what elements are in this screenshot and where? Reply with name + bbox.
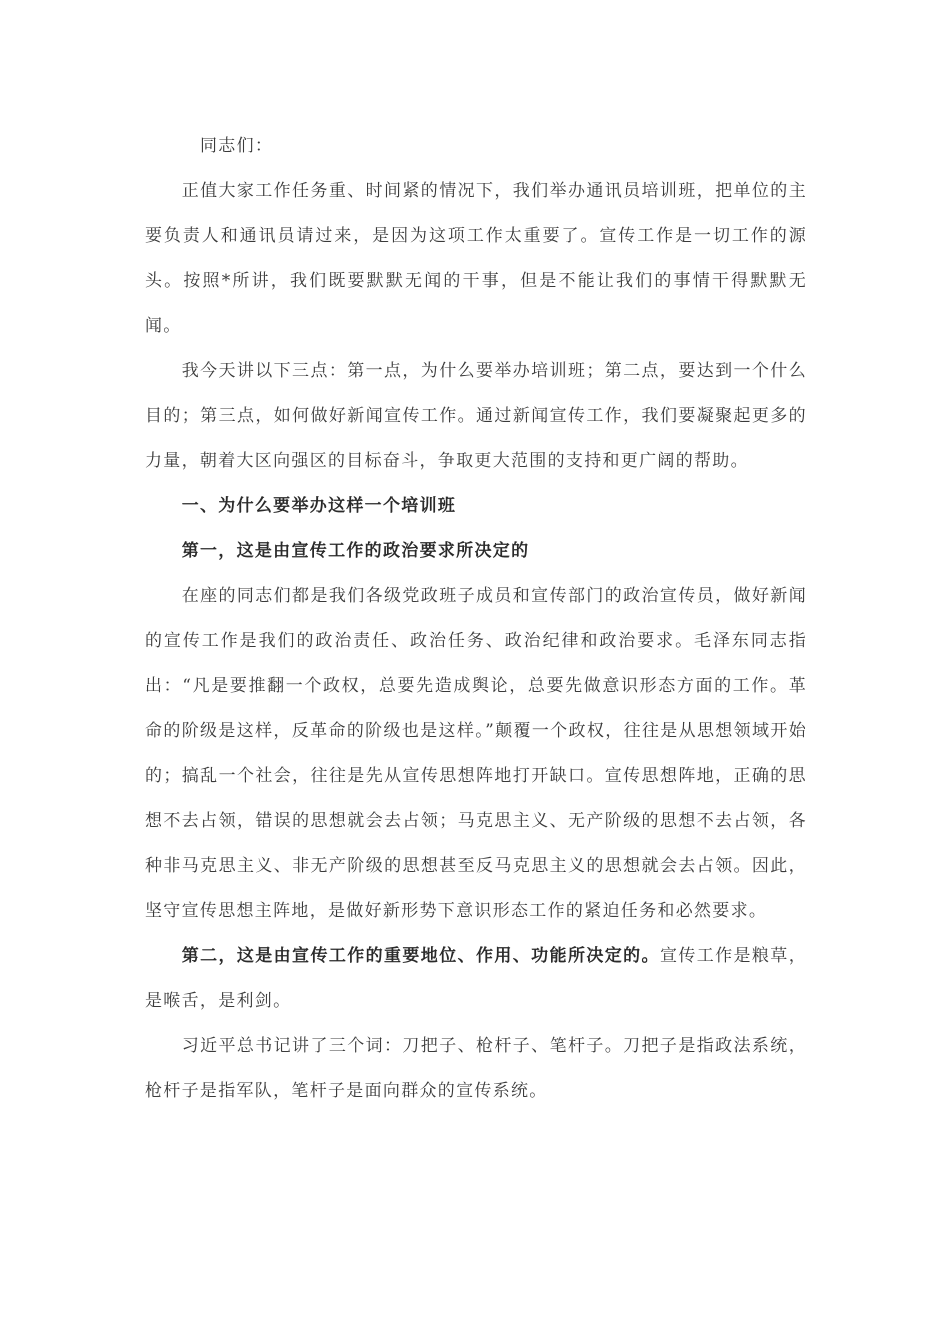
document-page [145,124,807,1114]
paragraph-second-text: 宣传工作是粮草，是喉舌，是利剑。 [145,946,807,1011]
paragraph-intro: 正值大家工作任务重、时间紧的情况下，我们举办通讯员培训班，把单位的主要负责人和通讯员请过来，是因为这项工作太重要了。宣传工作是一切工作的源头。按照*所讲，我们既要默默无闻的干事，但是不能让我们的事情干得默默无闻。 [145,181,807,336]
paragraph-second-point [145,934,807,1024]
paragraph-political-requirement: 在座的同志们都是我们各级党政班子成员和宣传部门的政治宣传员，做好新闻的宣传工作是我们的政治责任、政治任务、政治纪律和政治要求。毛泽东同志指出：“凡是要推翻一个政权，总要先造成舆论，总要先做意识形态方面的工作。革命的阶级是这样，反革命的阶级也是这样。”颠覆一个政权，往往是从思想领域开始的；搞乱一个社会，往往是先从宣传思想阵地打开缺口。宣传思想阵地，正确的思想不去占领，错误的思想就会去占领；马克思主义、无产阶级的思想不去占领，各种非马克思主义、非无产阶级的思想甚至反马克思主义的思想就会去占领。因此，坚守宣传思想主阵地，是做好新形势下意识形态工作的紧迫任务和必然要求。 [145,586,807,921]
paragraph-three-points: 我今天讲以下三点：第一点，为什么要举办培训班；第二点，要达到一个什么目的；第三点，如何做好新闻宣传工作。通过新闻宣传工作，我们要凝聚起更多的力量，朝着大区向强区的目标奋斗，争取更大范围的支持和更广阔的帮助。 [145,361,807,471]
paragraph-three-words: 习近平总书记讲了三个词：刀把子、枪杆子、笔杆子。刀把子是指政法系统，枪杆子是指军队，笔杆子是面向群众的宣传系统。 [145,1036,807,1101]
subheading-first: 第一，这是由宣传工作的政治要求所决定的 [181,541,530,561]
section-heading-1: 一、为什么要举办这样一个培训班 [181,496,457,516]
greeting: 同志们： [200,136,274,156]
subheading-second: 第二，这是由宣传工作的重要地位、作用、功能所决定的。 [181,946,660,966]
